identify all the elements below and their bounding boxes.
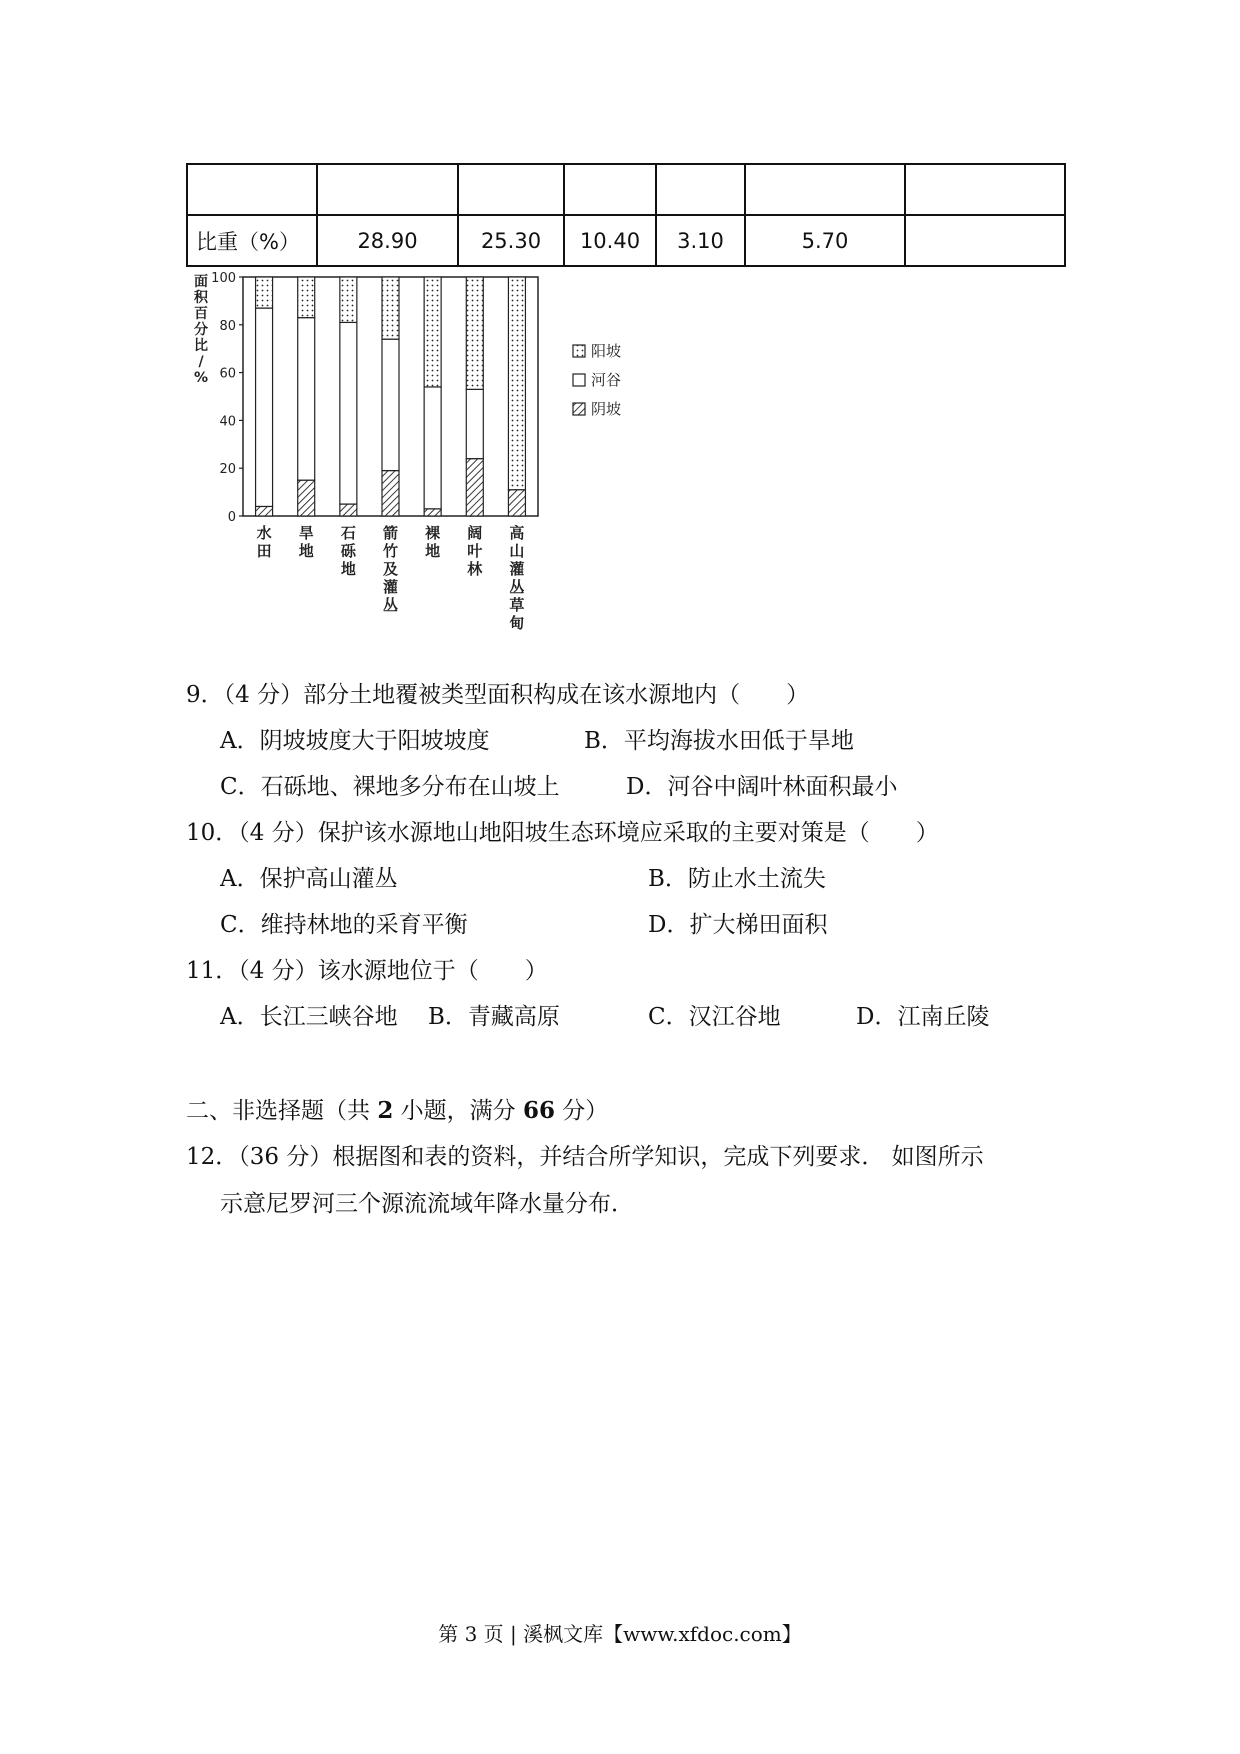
table-cell: 25.30 (458, 215, 564, 266)
chart-bars (256, 277, 526, 516)
bar-segment-hatch (298, 480, 315, 516)
page-footer: 第 3 页 | 溪枫文库【www.xfdoc.com】 (438, 1622, 802, 1646)
legend-label: 阳坡 (591, 342, 622, 360)
bar-segment-hatch (340, 504, 357, 516)
x-category-label-char: 草 (509, 596, 525, 614)
y-tick-label: 60 (219, 366, 236, 382)
y-axis-label-char: % (193, 370, 209, 386)
bar-segment-blank (340, 322, 357, 504)
table-cell: 28.90 (317, 215, 458, 266)
land-cover-ratio-table (186, 163, 1066, 267)
y-axis-label-char: / (198, 354, 204, 370)
x-category-label-char: 地 (298, 542, 314, 560)
question-11-option-c: C．汉江谷地 (648, 1004, 781, 1030)
y-axis-label-char: 比 (194, 338, 208, 354)
table-cell: 5.70 (745, 215, 905, 266)
question-10-option-a: A．保护高山灌丛 (220, 866, 398, 892)
table-row (187, 164, 1065, 215)
bar-segment-dots (340, 277, 357, 322)
bar-segment-dots (298, 277, 315, 318)
bar-segment-hatch (508, 490, 525, 516)
chart-legend (573, 342, 621, 418)
question-11-option-d: D．江南丘陵 (856, 1004, 990, 1030)
question-9-option-a: A．阴坡坡度大于阳坡坡度 (220, 728, 490, 754)
x-category-label-char: 灌 (382, 578, 399, 596)
x-category-label-char: 丛 (509, 578, 525, 596)
chart-category-labels (257, 524, 525, 632)
legend-swatch (573, 374, 585, 386)
bar-segment-dots (466, 277, 483, 389)
x-category-label-char: 灌 (509, 560, 525, 578)
section-heading-text: 二、非选择题（共 (186, 1098, 378, 1124)
bar-segment-blank (382, 339, 399, 470)
question-10-option-b: B．防止水土流失 (648, 866, 826, 892)
x-category-label-char: 甸 (509, 614, 525, 632)
x-category-label-char: 地 (340, 560, 356, 578)
table-cell (656, 164, 745, 215)
legend-label: 河谷 (591, 371, 622, 389)
question-12-line-1: 12．（36 分）根据图和表的资料，并结合所学知识，完成下列要求． 如图所示 (186, 1144, 984, 1170)
x-category-label-char: 叶 (467, 542, 483, 560)
y-tick-label: 40 (219, 414, 236, 430)
table-row-label: 比重（%） (187, 215, 317, 266)
question-9-option-d: D．河谷中阔叶林面积最小 (626, 774, 898, 800)
table-cell (905, 164, 1065, 215)
question-9-stem: 9．（4 分）部分土地覆被类型面积构成在该水源地内（ ） (186, 682, 810, 708)
section-heading-text: 分） (554, 1098, 609, 1124)
legend-label: 阴坡 (591, 400, 622, 418)
bar-segment-blank (256, 308, 273, 506)
table-cell (564, 164, 656, 215)
question-12-line-2: 示意尼罗河三个源流流域年降水量分布． (220, 1191, 634, 1217)
bar-segment-dots (382, 277, 399, 339)
x-category-label-char: 砾 (340, 542, 356, 560)
x-category-label-char: 水 (256, 524, 272, 542)
y-tick-label: 100 (211, 271, 236, 286)
x-category-label-char: 山 (509, 542, 525, 560)
table-cell (317, 164, 458, 215)
question-11-option-b: B．青藏高原 (428, 1004, 560, 1030)
bar-segment-blank (298, 318, 315, 481)
question-9-option-b: B．平均海拔水田低于旱地 (584, 728, 854, 754)
question-count: 2 (377, 1097, 394, 1124)
x-category-label-char: 竹 (382, 542, 399, 560)
bar-segment-blank (424, 387, 441, 509)
y-axis-label-char: 分 (194, 322, 208, 338)
question-10-option-d: D．扩大梯田面积 (648, 912, 828, 938)
question-10-stem: 10．（4 分）保护该水源地山地阳坡生态环境应采取的主要对策是（ ） (186, 820, 939, 846)
bar-segment-hatch (382, 471, 399, 516)
total-score: 66 (522, 1097, 555, 1124)
bar-segment-dots (256, 277, 273, 308)
x-category-label-char: 石 (340, 524, 356, 542)
y-axis-label-char: 面 (194, 274, 208, 290)
x-category-label-char: 田 (256, 542, 272, 560)
bar-segment-hatch (256, 506, 273, 516)
x-category-label-char: 旱 (298, 524, 314, 542)
bar-segment-blank (466, 389, 483, 458)
x-category-label-char: 林 (467, 560, 483, 578)
table-cell (187, 164, 317, 215)
section-2-heading (186, 1092, 608, 1125)
bar-segment-dots (424, 277, 441, 387)
question-11-stem: 11．（4 分）该水源地位于（ ） (186, 958, 548, 984)
question-10-option-c: C．维持林地的采育平衡 (220, 912, 468, 938)
table-row (187, 215, 1065, 266)
table-cell: 3.10 (656, 215, 745, 266)
table-cell (905, 215, 1065, 266)
bar-segment-hatch (466, 459, 483, 516)
section-heading-text: 小题，满分 (393, 1098, 523, 1124)
table-cell (745, 164, 905, 215)
table-cell: 10.40 (564, 215, 656, 266)
y-tick-label: 20 (219, 462, 236, 478)
legend-swatch (573, 345, 585, 357)
x-category-label-char: 及 (382, 560, 399, 578)
y-tick-label: 80 (219, 318, 236, 334)
bar-segment-hatch (424, 509, 441, 516)
legend-swatch (573, 403, 585, 415)
chart-axes (194, 271, 538, 525)
x-category-label-char: 阔 (467, 524, 483, 542)
bar-segment-dots (508, 277, 525, 490)
question-9-option-c: C．石砾地、裸地多分布在山坡上 (220, 774, 560, 800)
y-axis-label-char: 积 (194, 290, 208, 306)
x-category-label-char: 箭 (382, 524, 399, 542)
x-category-label-char: 丛 (382, 596, 399, 614)
x-category-label-char: 裸 (425, 524, 441, 542)
question-11-option-a: A．长江三峡谷地 (220, 1004, 398, 1030)
y-tick-label: 0 (227, 510, 236, 525)
table-cell (458, 164, 564, 215)
x-category-label-char: 地 (425, 542, 441, 560)
y-axis-label-char: 百 (194, 306, 208, 322)
x-category-label-char: 高 (509, 524, 525, 542)
land-cover-stacked-bar-chart (180, 268, 640, 638)
